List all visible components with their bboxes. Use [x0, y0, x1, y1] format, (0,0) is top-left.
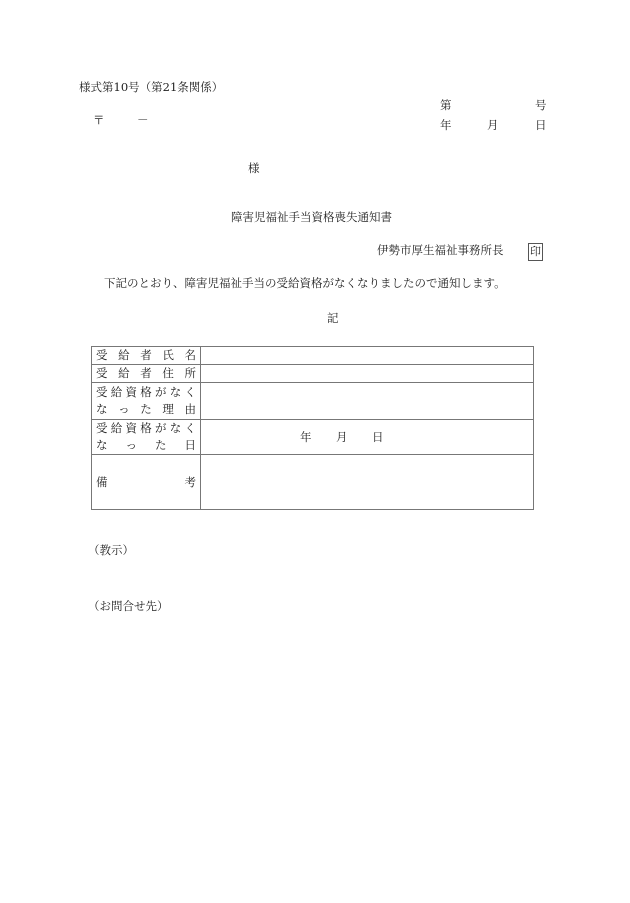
table-row	[92, 365, 534, 383]
doc-number-prefix: 第	[440, 98, 452, 112]
value-recipient-name	[201, 347, 534, 365]
issuer-name: 伊勢市厚生福祉事務所長	[377, 243, 504, 257]
value-remarks	[201, 455, 534, 510]
label-loss-reason: 受 給 資 格 が な く な っ た 理 由	[92, 383, 201, 420]
postal-dash: －	[137, 113, 149, 127]
table-row	[92, 383, 534, 420]
value-loss-date	[201, 420, 534, 455]
notice-table	[91, 346, 534, 510]
form-number: 様式第10号（第21条関係）	[79, 80, 224, 94]
instruction-label: （教示）	[88, 543, 134, 557]
ki-heading: 記	[327, 311, 339, 325]
issue-date-day: 日	[535, 118, 547, 132]
issue-date-year: 年	[440, 118, 452, 132]
table-row	[92, 347, 534, 365]
label-remarks: 備 考	[92, 455, 201, 510]
label-recipient-name: 受 給 者 氏 名	[92, 347, 201, 365]
table-row	[92, 420, 534, 455]
issue-date-month: 月	[487, 118, 499, 132]
body-text: 下記のとおり、障害児福祉手当の受給資格がなくなりましたので通知します。	[104, 276, 506, 290]
value-recipient-address	[201, 365, 534, 383]
loss-date-month: 月	[336, 430, 348, 444]
recipient-suffix: 様	[248, 161, 260, 175]
document-title: 障害児福祉手当資格喪失通知書	[231, 210, 392, 224]
table-row	[92, 455, 534, 510]
seal-mark: 印	[528, 243, 543, 261]
value-loss-reason	[201, 383, 534, 420]
label-loss-date: 受 給 資 格 が な く な っ た 日	[92, 420, 201, 455]
loss-date-year: 年	[300, 430, 312, 444]
label-recipient-address: 受 給 者 住 所	[92, 365, 201, 383]
postal-mark: 〒	[93, 113, 105, 127]
contact-label: （お問合せ先）	[88, 599, 169, 613]
loss-date-day: 日	[372, 430, 384, 444]
doc-number-suffix: 号	[535, 98, 547, 112]
